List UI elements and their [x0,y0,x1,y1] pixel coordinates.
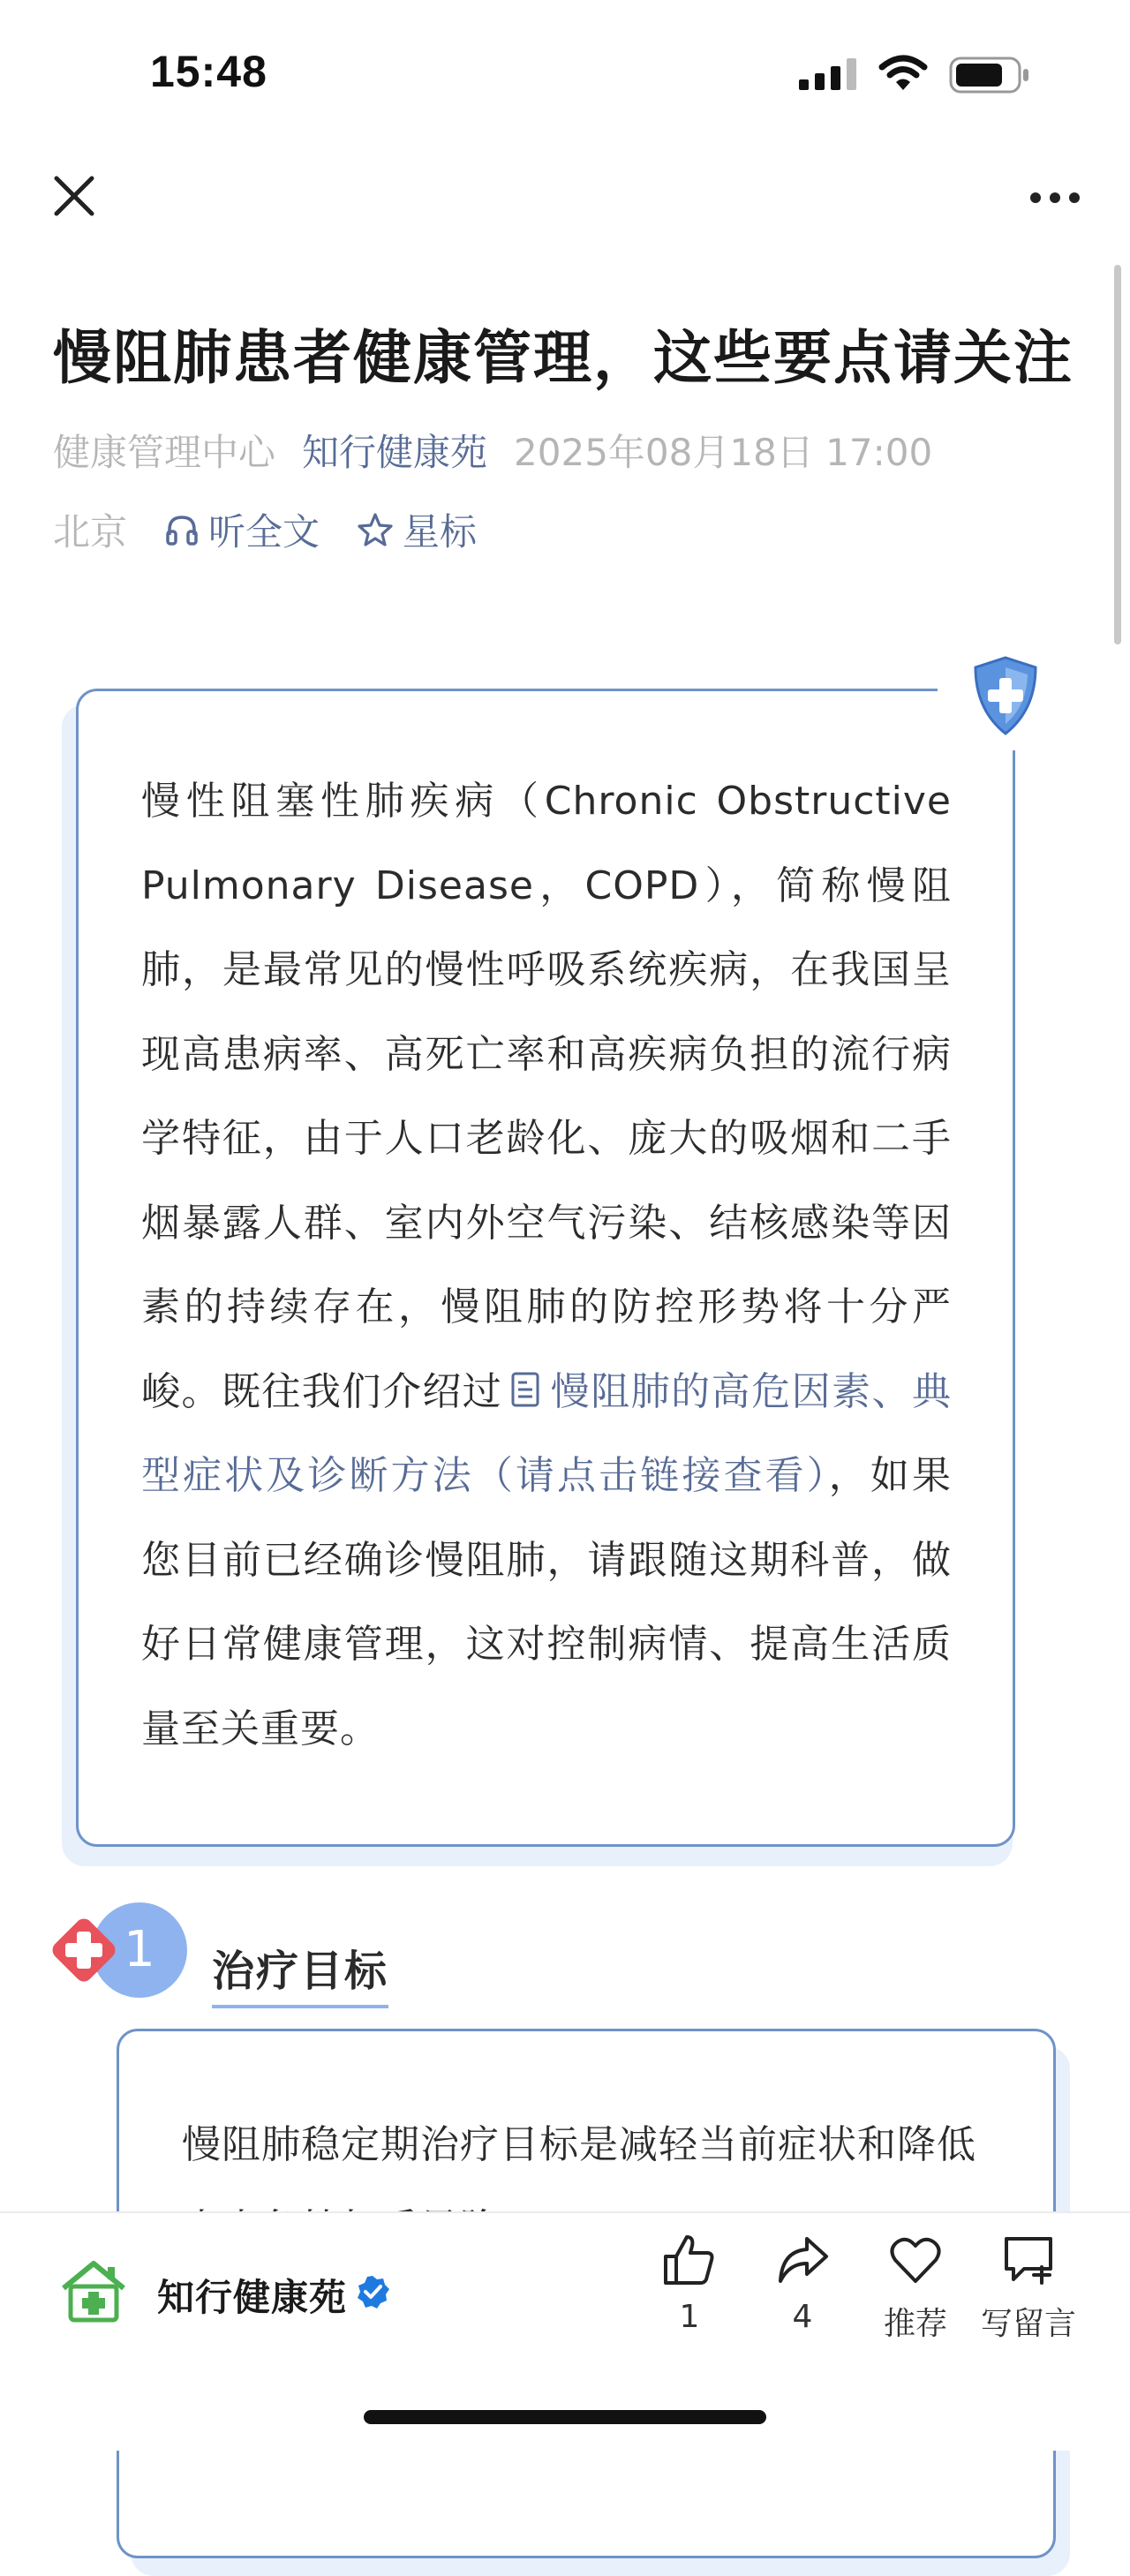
section-paragraph: 慢阻肺稳定期治疗目标是减轻当前症状和降低 [182,2122,976,2167]
cellular-signal-icon [799,58,857,94]
battery-icon [949,56,1030,97]
section-number: 1 [124,1921,155,1978]
scrollbar[interactable] [1114,265,1121,644]
intro-text-2: ，如果您目前已经确诊慢阻肺，请跟随这期科普，做好日常健康管理，这对控制病情、提高生活质量至关重要。 [141,1453,953,1751]
share-button[interactable] [745,2233,860,2335]
comment-icon [1001,2233,1056,2286]
like-count: 1 [679,2299,700,2335]
article-meta [53,424,932,477]
intro-paragraph [141,759,952,1771]
close-icon[interactable] [51,173,97,219]
thumbs-up-icon [662,2233,717,2286]
headphones-icon [164,512,200,547]
account-name[interactable]: 知行健康苑 [157,2276,348,2319]
comment-label: 写留言 [980,2306,1076,2342]
wifi-icon [878,55,928,95]
home-indicator[interactable] [364,2410,766,2424]
account-link[interactable]: 知行健康苑 [302,431,488,474]
comment-button[interactable] [971,2233,1086,2344]
account-logo[interactable] [58,2258,129,2327]
status-time: 15:48 [150,47,267,96]
document-icon [509,1371,543,1408]
article-title: 慢阻肺患者健康管理，这些要点请关注 [53,324,1074,392]
like-button[interactable] [632,2233,747,2335]
heart-icon [888,2233,943,2286]
more-icon[interactable] [1028,191,1081,205]
intro-text-1: 慢性阻塞性肺疾病（Chronic Obstructive Pulmonary Disease，COPD），简称慢阻肺，是最常见的慢性呼吸系统疾病，在我国呈现高患病率、高死亡率和高疾病负担的流行病学特征，由于人口老龄化、庞大的吸烟和二手烟暴露人群、室内外空气污染、结核感染等因素的持续存在，慢阻肺的防控形势将十分严峻。既往我们介绍过 [141,779,952,1414]
listen-label: 听全文 [208,510,320,554]
star-label: 星标 [403,510,478,554]
recommend-label: 推荐 [883,2306,947,2342]
publish-location: 北京 [53,510,128,554]
article-author: 健康管理中心 [53,431,276,474]
recommend-button[interactable] [858,2233,973,2344]
star-button[interactable] [357,503,477,556]
verified-icon [355,2274,390,2313]
article-meta-row2 [53,503,477,556]
shield-icon [971,655,1040,740]
listen-button[interactable] [164,503,320,556]
publish-datetime: 2025年08月18日 17:00 [514,431,933,474]
share-count: 4 [792,2299,813,2335]
star-icon [357,511,394,548]
article-link-text[interactable]: 慢阻肺的高危因素、典型症状及诊断方法（请点击链接查看） [141,1368,953,1498]
section-title: 治疗目标 [212,1937,388,2008]
share-icon [775,2233,830,2286]
